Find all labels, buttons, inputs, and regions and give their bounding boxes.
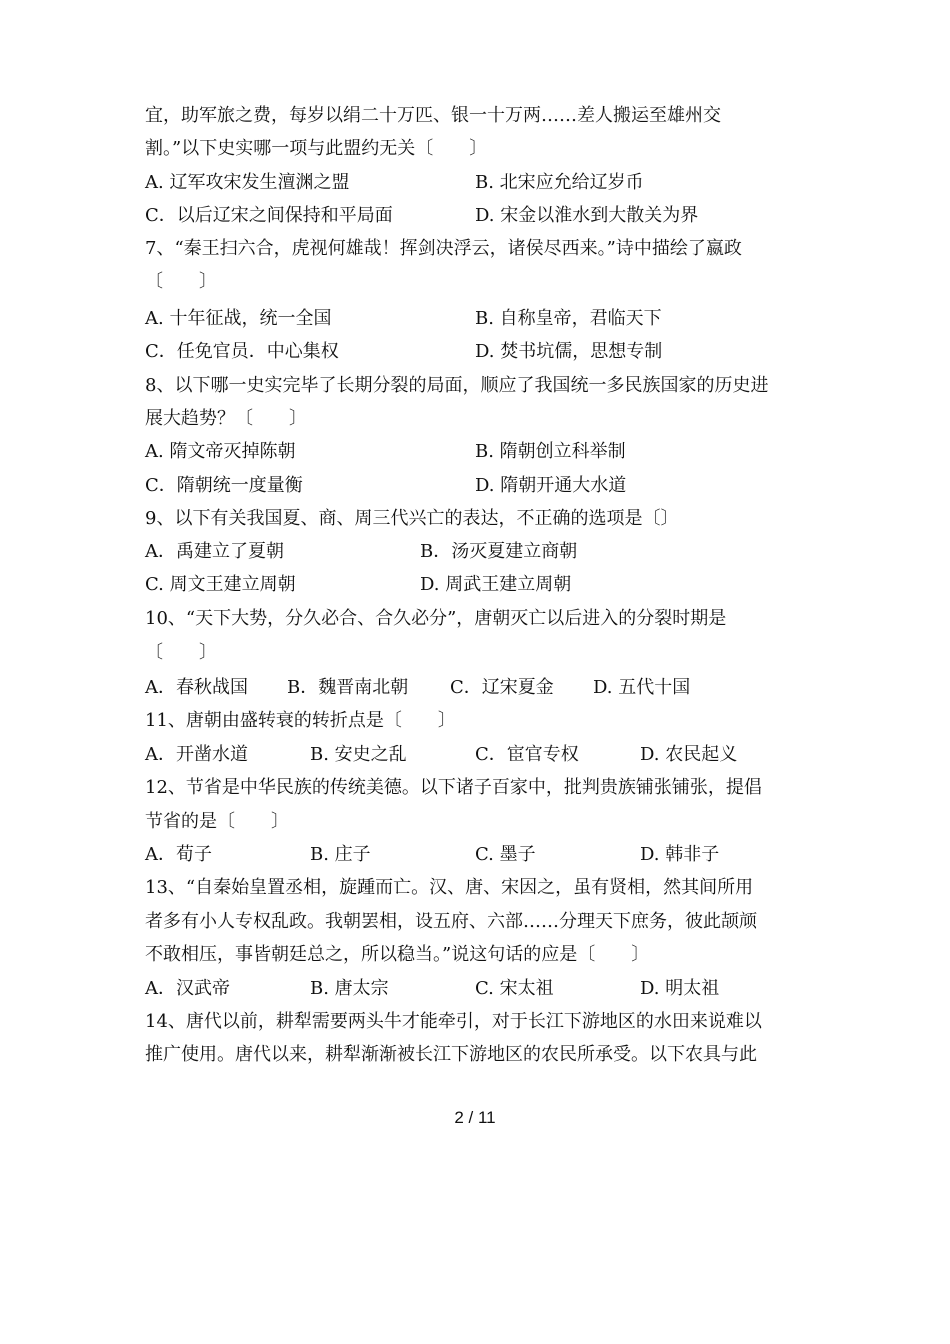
text-line: 不敢相压，事皆朝廷总之，所以稳当。”说这句话的应是〔 〕 <box>145 944 650 965</box>
option-c: C．任免官员．中心集权 <box>145 341 339 362</box>
option-a: A．禹建立了夏朝 <box>145 541 284 562</box>
question-12: 12、节省是中华民族的传统美德。以下诸子百家中，批判贵族铺张铺张，提倡 <box>145 777 762 798</box>
option-d: D. 五代十国 <box>593 677 691 698</box>
option-b: B. 庄子 <box>310 844 371 865</box>
option-d: D. 周武王建立周朝 <box>420 574 572 595</box>
option-d: D. 宋金以淮水到大散关为界 <box>475 205 699 226</box>
option-a: A. 十年征战，统一全国 <box>145 308 332 329</box>
text-line: 推广使用。唐代以来，耕犁渐渐被长江下游地区的农民所承受。以下农具与此 <box>145 1044 757 1065</box>
option-d: D. 韩非子 <box>640 844 720 865</box>
option-d: D. 隋朝开通大水道 <box>475 475 627 496</box>
option-d: D. 明太祖 <box>640 978 720 999</box>
option-c: C．隋朝统一度量衡 <box>145 475 303 496</box>
option-a: A．春秋战国 <box>145 677 248 698</box>
option-a: A. 隋文帝灭掉陈朝 <box>145 441 296 462</box>
question-9: 9、以下有关我国夏、商、周三代兴亡的表达，不正确的选项是〔〕 <box>145 508 679 529</box>
option-a: A．荀子 <box>145 844 212 865</box>
text-line: 〔 〕 <box>145 642 217 663</box>
text-line: 节省的是〔 〕 <box>145 811 289 832</box>
text-line: 者多有小人专权乱政。我朝罢相，设五府、六部……分理天下庶务，彼此颉颃 <box>145 911 757 932</box>
option-c: C. 周文王建立周朝 <box>145 574 296 595</box>
page-number: 2 / 11 <box>454 1108 496 1127</box>
text-line: 宜，助军旅之费，每岁以绢二十万匹、银一十万两……差人搬运至雄州交 <box>145 105 721 126</box>
question-11: 11、唐朝由盛转衰的转折点是〔 〕 <box>145 710 456 731</box>
option-c: C．宦官专权 <box>475 744 579 765</box>
text-line: 割。”以下史实哪一项与此盟约无关〔 〕 <box>145 138 488 159</box>
option-a: A．开凿水道 <box>145 744 248 765</box>
text-line: 展大趋势？〔 〕 <box>145 408 307 429</box>
option-d: D. 农民起义 <box>640 744 738 765</box>
option-a: A．汉武帝 <box>145 978 230 999</box>
question-7: 7、“秦王扫六合，虎视何雄哉！挥剑决浮云，诸侯尽西来。”诗中描绘了嬴政 <box>145 238 742 259</box>
option-b: B. 隋朝创立科举制 <box>475 441 626 462</box>
option-c: C. 宋太祖 <box>475 978 554 999</box>
option-c: C．辽宋夏金 <box>450 677 554 698</box>
question-14: 14、唐代以前，耕犁需要两头牛才能牵引，对于长江下游地区的水田来说难以 <box>145 1011 762 1032</box>
question-10: 10、“天下大势，分久必合、合久必分”，唐朝灭亡以后进入的分裂时期是 <box>145 608 727 629</box>
option-b: B. 安史之乱 <box>310 744 407 765</box>
option-b: B. 唐太宗 <box>310 978 389 999</box>
option-b: B．汤灭夏建立商朝 <box>420 541 578 562</box>
option-c: C．以后辽宋之间保持和平局面 <box>145 205 393 226</box>
option-b: B. 自称皇帝，君临天下 <box>475 308 662 329</box>
option-d: D. 焚书坑儒，思想专制 <box>475 341 663 362</box>
option-c: C. 墨子 <box>475 844 536 865</box>
option-b: B. 北宋应允给辽岁币 <box>475 172 644 193</box>
question-13: 13、“自秦始皇置丞相，旋踵而亡。汉、唐、宋因之，虽有贤相，然其间所用 <box>145 877 754 898</box>
question-8: 8、以下哪一史实完毕了长期分裂的局面，顺应了我国统一多民族国家的历史进 <box>145 375 769 396</box>
option-a: A. 辽军攻宋发生澶渊之盟 <box>145 172 350 193</box>
text-line: 〔 〕 <box>145 271 217 292</box>
option-b: B．魏晋南北朝 <box>287 677 409 698</box>
